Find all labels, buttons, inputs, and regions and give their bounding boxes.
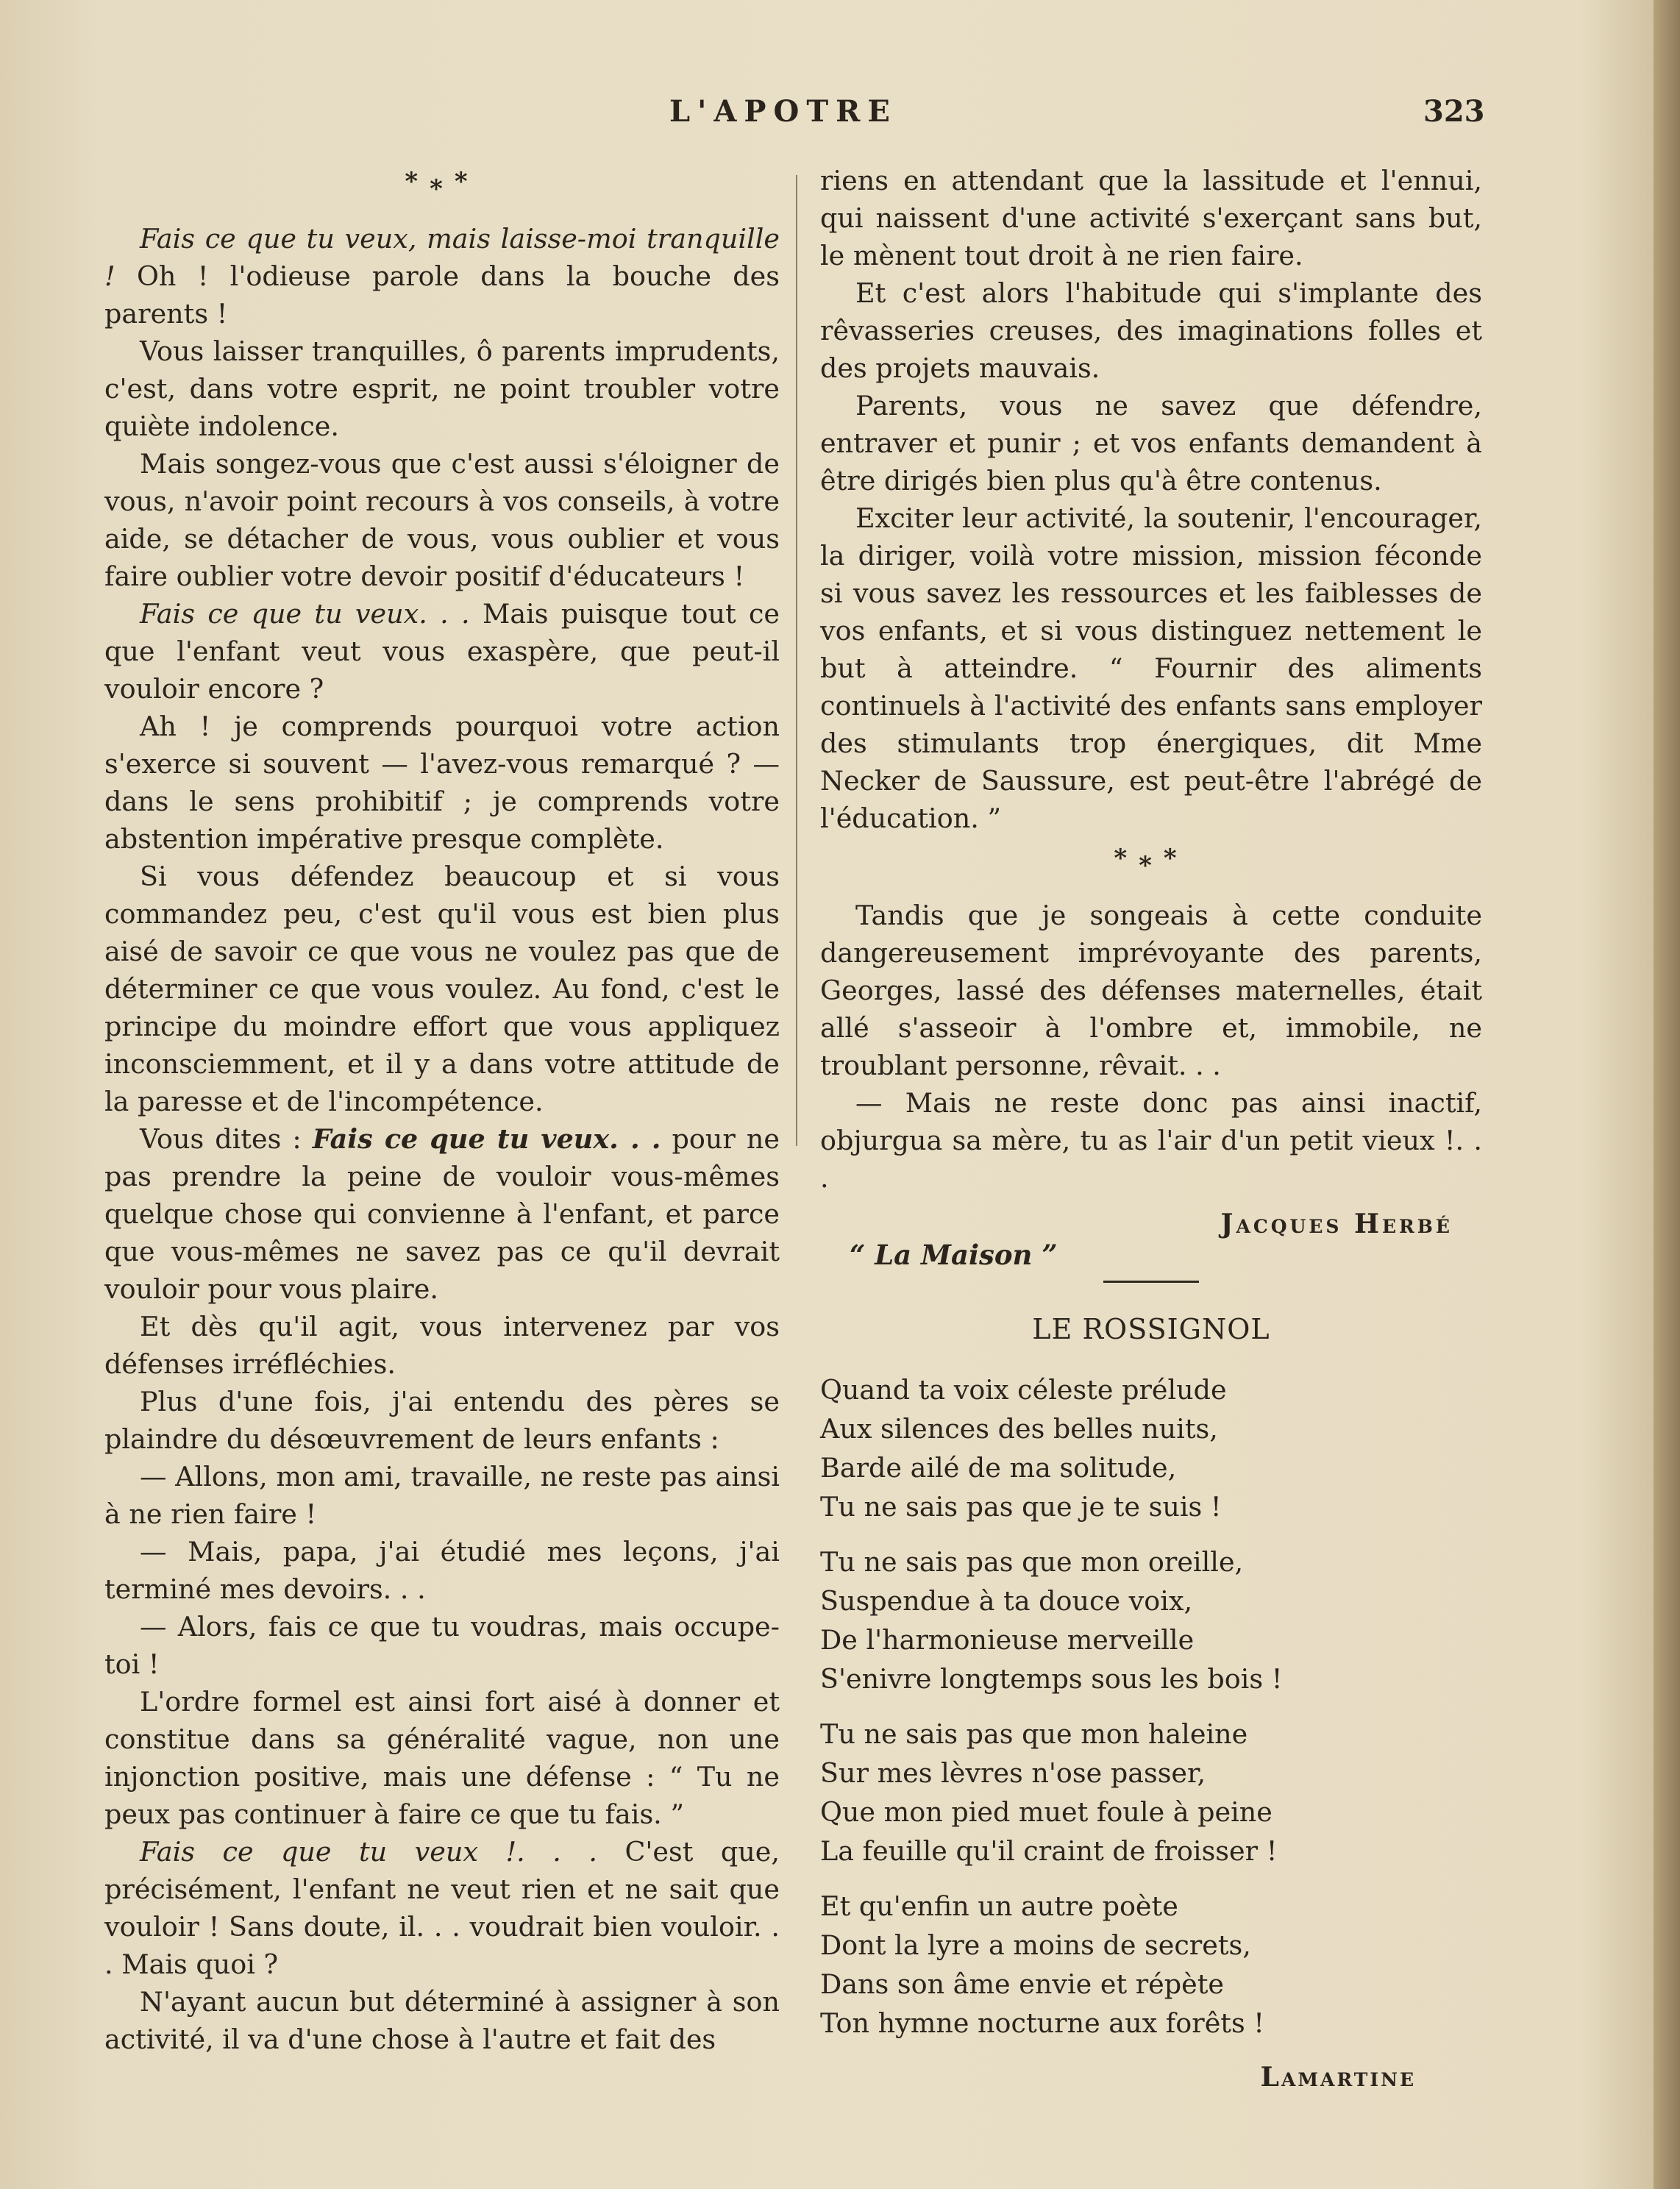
paragraph: Parents, vous ne savez que défendre, entraver et punir ; et vos enfants demandent à être dirigés bien plus qu'à être contenus. [820, 390, 1482, 496]
poem-stanza [820, 1715, 1482, 1871]
paragraph-text: — Mais, papa, j'ai étudié mes leçons, j'ai terminé mes devoirs. . . [104, 1536, 780, 1605]
paragraph-text: Oh ! l'odieuse parole dans la bouche des parents ! [104, 260, 780, 330]
poem-line: Ton hymne nocturne aux forêts ! [820, 2007, 1264, 2039]
poem-line: Que mon pied muet foule à peine [820, 1796, 1273, 1828]
poem-line: La feuille qu'il craint de froisser ! [820, 1835, 1278, 1867]
right-column [820, 162, 1482, 2096]
paragraph [104, 1983, 780, 2058]
paragraph: Tandis que je songeais à cette conduite dangereusement imprévoyante des parents, Georges, lassé des défenses maternelles, était allé s'asseoir à l'ombre et, immobile, ne troublant personne, rêvait. . . [820, 900, 1482, 1081]
paragraph: Exciter leur activité, la soutenir, l'encourager, la diriger, voilà votre mission, mission féconde si vous savez les ressources et les faiblesses de vos enfants, et si vous distinguez nettement le but à atteindre. “ Fournir des aliments continuels à l'activité des enfants sans employer des stimulants trop énergiques, dit Mme Necker de Saussure, est peut-être l'abrégé de l'éducation. ” [820, 502, 1482, 834]
paragraph [104, 708, 780, 858]
paragraph [104, 1608, 780, 1683]
poem-line: Quand ta voix céleste prélude [820, 1374, 1227, 1406]
poem-stanza [820, 1887, 1482, 2043]
poem-stanza [820, 1370, 1482, 1526]
poem-line: Aux silences des belles nuits, [820, 1413, 1218, 1445]
paragraph-text: pour ne pas prendre la peine de vouloir vous-mêmes quelque chose qui convienne à l'enfant, et parce que vous-mêmes ne savez pas ce qu'il devrait vouloir pour vous plaire. [104, 1123, 780, 1305]
poem-line: Sur mes lèvres n'ose passer, [820, 1757, 1206, 1789]
poem-line: Barde ailé de ma solitude, [820, 1452, 1177, 1484]
paragraph [104, 595, 780, 708]
paragraph-text: C'est que, précisément, l'enfant ne veut rien et ne sait que vouloir ! Sans doute, il. . . voudrait bien vouloir. . . Mais quoi ? [104, 1836, 780, 1980]
paragraph-text: — Alors, fais ce que tu voudras, mais occupe-toi ! [104, 1611, 780, 1680]
author-name: Jacques Herbé [1220, 1209, 1453, 1239]
paragraph [104, 1533, 780, 1608]
poem-line: S'enivre longtemps sous les bois ! [820, 1663, 1283, 1695]
paragraph [104, 1308, 780, 1383]
paragraph-emphasis: Fais ce que tu veux. . . [140, 598, 470, 630]
column-divider [796, 175, 797, 1146]
poem-line: De l'harmonieuse merveille [820, 1624, 1195, 1656]
paragraph-text: Ah ! je comprends pourquoi votre action s'exerce si souvent — l'avez-vous remarqué ? — dans le sens prohibitif ; je comprends votre abstention impérative presque complète. [104, 711, 780, 855]
section-break-stars: *** [405, 167, 480, 204]
paragraph-emphasis: Fais ce que tu veux, mais laisse-moi tranquille ! [104, 223, 780, 292]
paragraph-text: Si vous défendez beaucoup et si vous commandez peu, c'est qu'il vous est bien plus aisé de savoir ce que vous ne voulez pas que de déterminer ce que vous voulez. Au fond, c'est le principe du moindre effort que vous appliquez inconsciemment, et il y a dans votre attitude de la paresse et de l'incompétence. [104, 861, 780, 1117]
poem-title: LE ROSSIGNOL [1032, 1313, 1270, 1345]
paragraph-text: Plus d'une fois, j'ai entendu des pères se plaindre du désœuvrement de leurs enfants : [104, 1386, 780, 1455]
poet-name: Lamartine [1260, 2062, 1416, 2093]
paragraph-text: L'ordre formel est ainsi fort aisé à donner et constitue dans sa généralité vague, non une injonction positive, mais une défense : “ Tu ne peux pas continuer à faire ce que tu fais. ” [104, 1686, 780, 1830]
running-head [0, 94, 1680, 138]
poem-line: Et qu'enfin un autre poète [820, 1890, 1178, 1922]
signature-block [820, 1197, 1482, 1272]
poem-line: Dont la lyre a moins de secrets, [820, 1929, 1251, 1961]
paragraph [104, 220, 780, 332]
source-title: “ La Maison ” [850, 1239, 1058, 1271]
poem-line: Suspendue à ta douce voix, [820, 1585, 1193, 1617]
paragraph [104, 445, 780, 595]
poem-line: Dans son âme envie et répète [820, 1968, 1225, 2000]
paragraph-emphasis: Fais ce que tu veux. . . [312, 1123, 661, 1155]
paragraph-text: Mais songez-vous que c'est aussi s'éloigner de vous, n'avoir point recours à vos conseils, à votre aide, se détacher de vous, vous oublier et vous faire oublier votre devoir positif d'éducateurs ! [104, 448, 780, 592]
paragraph-text: N'ayant aucun but déterminé à assigner à son activité, il va d'une chose à l'autre et fait des [104, 1986, 780, 2055]
paragraph [104, 1833, 780, 1983]
paragraph [104, 1383, 780, 1458]
journal-title: L'APOTRE [669, 94, 897, 129]
paragraph: — Mais ne reste donc pas ainsi inactif, objurgua sa mère, tu as l'air d'un petit vieux !. . . [820, 1087, 1482, 1194]
poem-stanza [820, 1542, 1482, 1698]
poem-line: Tu ne sais pas que mon haleine [820, 1718, 1248, 1750]
left-column [104, 162, 780, 2058]
poem-line: Tu ne sais pas que mon oreille, [820, 1546, 1244, 1578]
paragraph-emphasis: Fais ce que tu veux !. . . [140, 1836, 597, 1868]
paragraph: Et c'est alors l'habitude qui s'implante des rêvasseries creuses, des imaginations folles et des projets mauvais. [820, 277, 1482, 384]
paragraph: riens en attendant que la lassitude et l'ennui, qui naissent d'une activité s'exerçant sans but, le mènent tout droit à ne rien faire. [820, 165, 1482, 271]
paragraph [104, 1120, 780, 1308]
paragraph-lead: Vous dites : [140, 1123, 313, 1155]
section-rule [1103, 1281, 1199, 1283]
page-edge [1654, 0, 1680, 2189]
paragraph [104, 332, 780, 445]
paragraph [104, 858, 780, 1120]
poem-line: Tu ne sais pas que je te suis ! [820, 1491, 1222, 1523]
paragraph-text: Vous laisser tranquilles, ô parents imprudents, c'est, dans votre esprit, ne point troubler votre quiète indolence. [104, 335, 780, 442]
paragraph [104, 1683, 780, 1833]
paragraph-text: Et dès qu'il agit, vous intervenez par vos défenses irréfléchies. [104, 1311, 780, 1380]
page-number: 323 [1423, 94, 1485, 129]
section-break-stars: *** [1114, 844, 1189, 880]
paragraph-text: Mais puisque tout ce que l'enfant veut vous exaspère, que peut-il vouloir encore ? [104, 598, 780, 705]
paragraph-text: — Allons, mon ami, travaille, ne reste pas ainsi à ne rien faire ! [104, 1461, 780, 1530]
paragraph [104, 1458, 780, 1533]
